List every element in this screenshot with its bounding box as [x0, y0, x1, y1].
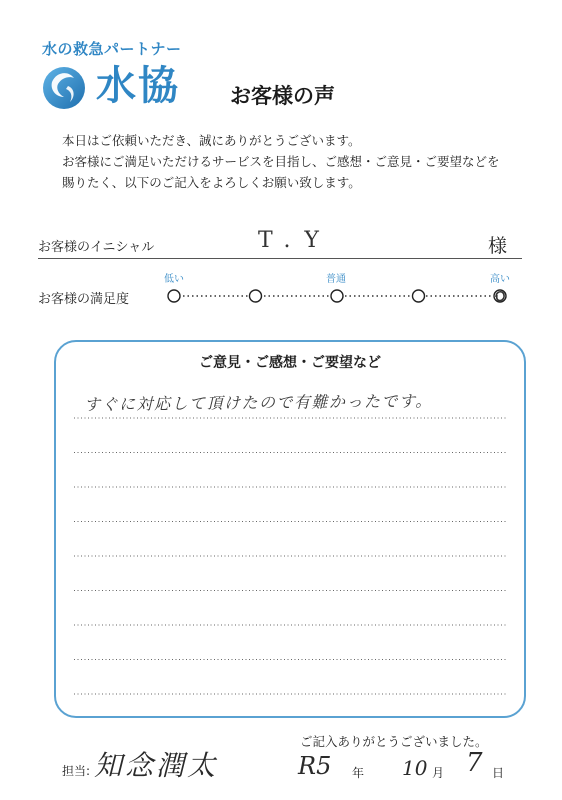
initials-label: お客様のイニシャル	[38, 240, 155, 255]
water-drop-logo-icon	[40, 60, 88, 112]
date-day: 7	[466, 748, 483, 778]
satisfaction-option-4[interactable]	[413, 290, 425, 302]
comments-handwritten-text[interactable]: すぐに対応して頂けたので有難かったです。	[83, 391, 433, 414]
satisfaction-high-label: 高い	[490, 274, 510, 285]
initials-underline	[38, 258, 522, 259]
satisfaction-scale[interactable]	[160, 268, 520, 318]
staff-label: 担当:	[62, 764, 91, 778]
date-day-unit: 日	[492, 766, 505, 780]
date-month: 10	[402, 756, 428, 780]
tagline: 水の救急パートナー	[42, 40, 182, 58]
satisfaction-option-1[interactable]	[168, 290, 180, 302]
satisfaction-option-3[interactable]	[331, 290, 343, 302]
initials-value[interactable]: T.Y	[258, 228, 333, 253]
date-era: R5	[298, 752, 332, 780]
satisfaction-label: お客様の満足度	[38, 292, 130, 307]
intro-line: 賜りたく、以下のご記入をよろしくお願い致します。	[62, 175, 361, 190]
date-year-unit: 年	[352, 766, 365, 780]
honorific-label: 様	[488, 235, 508, 257]
page-title: お客様の声	[230, 84, 335, 108]
date-month-unit: 月	[432, 766, 445, 780]
comments-title: ご意見・ご感想・ご要望など	[199, 355, 381, 371]
satisfaction-mid-label: 普通	[326, 274, 346, 285]
intro-line: お客様にご満足いただけるサービスを目指し、ご感想・ご意見・ご要望などを	[62, 154, 500, 169]
intro-paragraph	[62, 130, 532, 193]
satisfaction-option-2[interactable]	[250, 290, 262, 302]
writing-lines	[74, 380, 506, 700]
thanks-message: ご記入ありがとうございました。	[300, 734, 488, 749]
satisfaction-low-label: 低い	[164, 274, 184, 285]
staff-name: 知念潤太	[94, 749, 219, 782]
intro-line: 本日はご依頼いただき、誠にありがとうございます。	[62, 133, 361, 148]
brand-logo-text: 水協	[96, 63, 180, 109]
